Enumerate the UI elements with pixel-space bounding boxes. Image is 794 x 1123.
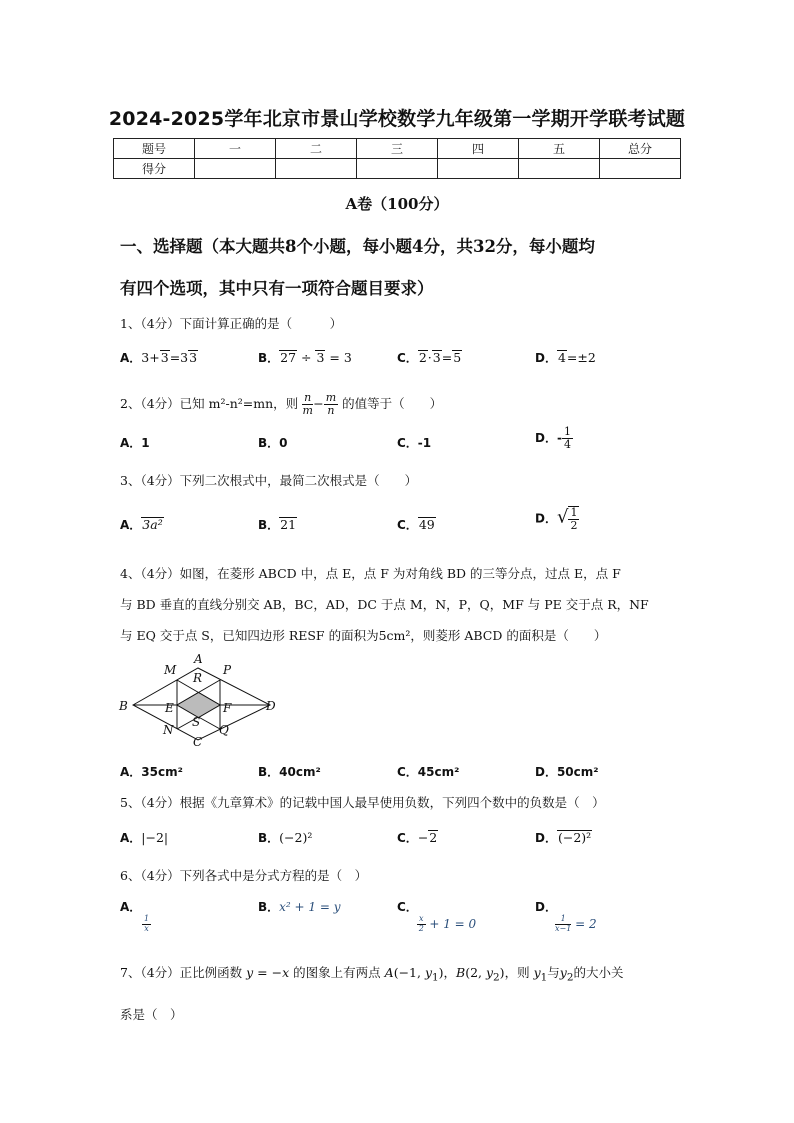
- question-4-line1: 4、（4分）如图，在菱形 ABCD 中，点 E，点 F 为对角线 BD 的三等分点，过点 E，点 F: [120, 566, 621, 581]
- question-2-stem: 2、（4分）已知 m²-n²=mn，则 $\frac{n}{m}$ − $\frac{m}{n}$ 的值等于（ ）: [120, 391, 443, 418]
- score-table-score-row: [114, 159, 681, 179]
- question-7-line2: 系是（ ）: [120, 1007, 183, 1022]
- question-1-option-c: C．2·3=5: [397, 350, 462, 365]
- table-cell: 三: [357, 139, 438, 159]
- question-1-stem: 1、（4分）下面计算正确的是（ ）: [120, 316, 343, 331]
- question-1-option-b: B．27 ÷ 3 = 3: [258, 350, 352, 365]
- question-5-option-a: A．|−2|: [120, 830, 169, 845]
- question-3-option-c: C．49: [397, 517, 435, 532]
- score-cell[interactable]: [438, 159, 519, 179]
- score-table-header-row: [114, 139, 681, 159]
- question-5-option-d: D．(−2)²: [535, 830, 592, 845]
- question-4-option-c: C．45cm²: [397, 765, 460, 779]
- section-heading-line2: 有四个选项，其中只有一项符合题目要求）: [120, 279, 434, 298]
- question-6-option-a: A． $\frac{1}{x}$: [120, 900, 150, 933]
- label-e: E: [165, 701, 174, 715]
- rhombus-figure: [115, 650, 285, 750]
- label-f: F: [223, 701, 232, 715]
- question-3-stem: 3、（4分）下列二次根式中，最简二次根式是（ ）: [120, 473, 418, 488]
- score-cell[interactable]: [195, 159, 276, 179]
- question-2-option-d: D．- $\frac{1}{4}$: [535, 425, 571, 452]
- label-b: B: [119, 699, 128, 713]
- question-3-option-d: D．√ $\frac{1}{2}$: [535, 506, 578, 533]
- question-4-option-b: B．40cm²: [258, 765, 321, 779]
- question-1-option-a: A．3+3=33: [120, 350, 198, 365]
- table-cell: 五: [519, 139, 600, 159]
- question-6-option-b: B．x² + 1 = y: [258, 900, 341, 914]
- question-2-option-a: A．1: [120, 436, 150, 450]
- question-3-option-a: A．3a²: [120, 517, 163, 532]
- score-cell[interactable]: [519, 159, 600, 179]
- page-title: 2024-2025学年北京市景山学校数学九年级第一学期开学联考试题: [108, 108, 686, 130]
- label-a: A: [194, 652, 203, 666]
- question-4-option-d: D．50cm²: [535, 765, 599, 779]
- question-5-stem: 5、（4分）根据《九章算术》的记载中国人最早使用负数，下列四个数中的负数是（ ）: [120, 795, 605, 810]
- paper-label: A卷（100分）: [345, 195, 449, 213]
- label-m: M: [164, 663, 177, 677]
- score-cell[interactable]: [276, 159, 357, 179]
- section-heading-line1: 一、选择题（本大题共8个小题，每小题4分，共32分，每小题均: [120, 237, 595, 256]
- label-r: R: [193, 671, 203, 685]
- question-4-line3: 与 EQ 交于点 S，已知四边形 RESF 的面积为5cm²，则菱形 ABCD 的面积是（ ）: [120, 628, 607, 643]
- question-6-stem: 6、（4分）下列各式中是分式方程的是（ ）: [120, 868, 368, 883]
- table-cell: 一: [195, 139, 276, 159]
- question-5-option-b: B．(−2)²: [258, 830, 313, 845]
- score-cell[interactable]: [357, 159, 438, 179]
- label-n: N: [163, 723, 174, 737]
- table-cell: 二: [276, 139, 357, 159]
- score-table: [113, 138, 681, 179]
- question-4-option-a: A．35cm²: [120, 765, 183, 779]
- label-d: D: [266, 699, 276, 713]
- question-2-option-b: B．0: [258, 436, 288, 450]
- question-5-option-c: C．−2: [397, 830, 438, 845]
- question-1-option-d: D．4=±2: [535, 350, 596, 365]
- table-cell: 四: [438, 139, 519, 159]
- table-cell: 得分: [114, 159, 195, 179]
- question-4-line2: 与 BD 垂直的直线分别交 AB，BC，AD，DC 于点 M，N，P，Q，MF 与 PE 交于点 R，NF: [120, 597, 649, 612]
- label-c: C: [193, 735, 203, 749]
- question-2-option-c: C．-1: [397, 436, 432, 450]
- score-cell[interactable]: [600, 159, 681, 179]
- question-3-option-b: B．21: [258, 517, 297, 532]
- question-6-option-d: D． $\frac{1}{x-1}$ = 2: [535, 900, 597, 933]
- table-cell: 题号: [114, 139, 195, 159]
- label-p: P: [223, 663, 232, 677]
- table-cell: 总分: [600, 139, 681, 159]
- label-q: Q: [219, 723, 229, 737]
- label-s: S: [192, 715, 201, 729]
- question-7-line1: 7、（4分）正比例函数 y = −x 的图象上有两点 A(−1, $y_1$)，B(2, $y_2$)，则 $y_1$与$y_2$的大小关: [120, 965, 624, 984]
- question-6-option-c: C． $\frac{x}{2}$ + 1 = 0: [397, 900, 477, 933]
